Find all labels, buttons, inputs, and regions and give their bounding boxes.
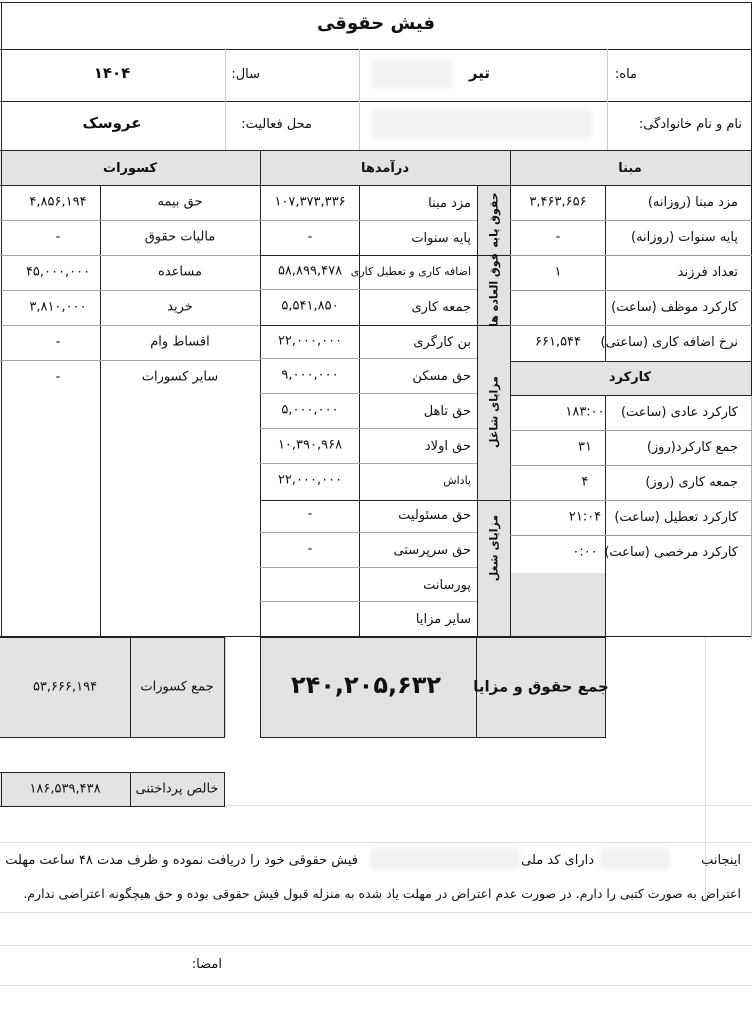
section-income: درآمدها <box>360 161 410 176</box>
deduction-row-value: - <box>55 334 61 350</box>
income-row-label: حق اولاد <box>424 438 471 454</box>
footer-receipt-text: فیش حقوقی خود را دریافت نموده و ظرف مدت ۴۸ ساعت مهلت <box>5 853 358 868</box>
deduction-row-value: ۴,۸۵۶,۱۹۴ <box>29 194 87 210</box>
income-row-label: سایر مزایا <box>415 612 471 628</box>
income-row-label: پاداش <box>443 473 471 487</box>
base-row-value: ۱ <box>554 264 562 280</box>
income-row-label: حق تاهل <box>423 404 471 420</box>
income-row-label: جمعه کاری <box>411 300 471 316</box>
section-work: کارکرد <box>608 370 652 385</box>
work-row-value: ۰:۰۰ <box>572 544 598 560</box>
footer-employee-prefix: اینجانب <box>701 853 741 868</box>
work-row-label: جمع کارکرد(روز) <box>646 440 738 455</box>
total-income-label: جمع حقوق و مزایا <box>473 677 609 696</box>
income-row-value: ۱۰۷,۳۷۳,۳۳۶ <box>274 194 346 210</box>
work-row-value: ۲۱:۰۴ <box>568 509 602 525</box>
deduction-row-label: مساعده <box>158 264 202 280</box>
deduction-row-value: - <box>55 229 61 245</box>
base-row-value: ۶۶۱,۵۴۴ <box>534 334 582 350</box>
group-job-benefits: مزایای شاغل <box>487 376 501 448</box>
income-row-value: ۹,۰۰۰,۰۰۰ <box>281 367 339 383</box>
total-income-value: ۲۴۰,۲۰۵,۶۳۲ <box>290 671 442 699</box>
income-row-value: - <box>307 229 313 245</box>
work-row-value: ۱۸۳:۰۰ <box>565 404 605 420</box>
signature-label: امضا: <box>191 957 222 972</box>
income-row-label: حق مسکن <box>412 369 471 385</box>
net-pay-value: ۱۸۶,۵۳۹,۴۳۸ <box>29 781 101 797</box>
total-deductions-label: جمع کسورات <box>140 679 214 695</box>
deduction-row-value: ۳,۸۱۰,۰۰۰ <box>29 299 87 315</box>
year-value: ۱۴۰۴ <box>93 64 131 82</box>
base-row-label: نرخ اضافه کاری (ساعتی) <box>600 335 738 350</box>
redacted-national-id <box>370 848 520 870</box>
net-pay-label: خالص پرداختنی <box>135 781 219 797</box>
base-row-value: - <box>555 229 561 245</box>
section-deductions: کسورات <box>103 161 157 176</box>
income-row-value: ۵۸,۸۹۹,۴۷۸ <box>277 263 343 279</box>
income-row-value: - <box>307 541 313 557</box>
income-row-value: ۲۲,۰۰۰,۰۰۰ <box>277 472 343 488</box>
deduction-row-label: مالیات حقوق <box>144 229 216 245</box>
deduction-row-label: سایر کسورات <box>141 369 219 385</box>
month-value: تیر <box>468 64 490 82</box>
payslip-title: فیش حقوقی <box>316 13 436 34</box>
base-row-label: کارکرد موظف (ساعت) <box>611 300 738 315</box>
base-row-label: مزد مبنا (روزانه) <box>647 195 738 210</box>
workplace-value: عروسک <box>82 114 142 132</box>
deduction-row-label: حق بیمه <box>157 194 203 210</box>
work-row-label: جمعه کاری (روز) <box>645 475 738 490</box>
total-deductions-value: ۵۳,۶۶۶,۱۹۴ <box>32 679 98 695</box>
base-row-label: تعداد فرزند <box>677 265 738 280</box>
redacted-area <box>372 60 452 88</box>
income-row-label: حق سرپرستی <box>393 542 471 558</box>
deduction-row-label: خرید <box>167 299 193 315</box>
group-base-salary: حقوق پایه <box>487 192 501 248</box>
year-label: سال: <box>231 67 260 82</box>
work-row-label: کارکرد تعطیل (ساعت) <box>614 510 738 525</box>
workplace-label: محل فعالیت: <box>241 117 312 132</box>
group-overtime: فوق العاده ها <box>487 253 501 327</box>
footer-objection-text: اعتراض به صورت کتبی را دارم. در صورت عدم اعتراض در مهلت یاد شده به منزله قبول فیش حقوقی بوده و حق هیچگونه اعتراضی ندارم. <box>23 886 741 901</box>
deduction-row-value: - <box>55 369 61 385</box>
income-row-value: - <box>307 506 313 522</box>
base-row-label: پایه سنوات (روزانه) <box>631 230 738 245</box>
income-row-value: ۵,۵۴۱,۸۵۰ <box>281 298 339 314</box>
redacted-name <box>372 110 592 138</box>
income-row-label: پورسانت <box>423 577 471 593</box>
full-name-label: نام و نام خانوادگی: <box>638 117 742 132</box>
group-job-benefits-2: مزایای شغل <box>487 514 501 582</box>
deduction-row-value: ۴۵,۰۰۰,۰۰۰ <box>25 264 91 280</box>
work-row-value: ۴ <box>581 474 589 490</box>
deduction-row-label: اقساط وام <box>150 334 210 350</box>
footer-national-id-label: دارای کد ملی <box>521 853 594 868</box>
income-row-value: ۵,۰۰۰,۰۰۰ <box>281 402 339 418</box>
work-row-value: ۳۱ <box>578 439 592 455</box>
income-row-value: ۲۲,۰۰۰,۰۰۰ <box>277 333 343 349</box>
redacted-employee <box>600 848 670 870</box>
income-row-label: مزد مبنا <box>428 196 471 211</box>
month-label: ماه: <box>614 67 637 82</box>
work-row-label: کارکرد مرخصی (ساعت) <box>604 545 738 560</box>
section-base: مبنا <box>618 161 642 176</box>
income-row-label: پایه سنوات <box>411 230 471 246</box>
base-row-value: ۳,۴۶۳,۶۵۶ <box>529 194 587 210</box>
income-row-value: ۱۰,۳۹۰,۹۶۸ <box>277 437 343 453</box>
base-empty-band <box>510 573 605 637</box>
income-row-label: بن کارگری <box>413 334 471 350</box>
work-row-label: کارکرد عادی (ساعت) <box>620 405 738 420</box>
income-row-label: حق مسئولیت <box>398 508 471 524</box>
income-row-label: اضافه کاری و تعطیل کاری <box>350 265 471 279</box>
